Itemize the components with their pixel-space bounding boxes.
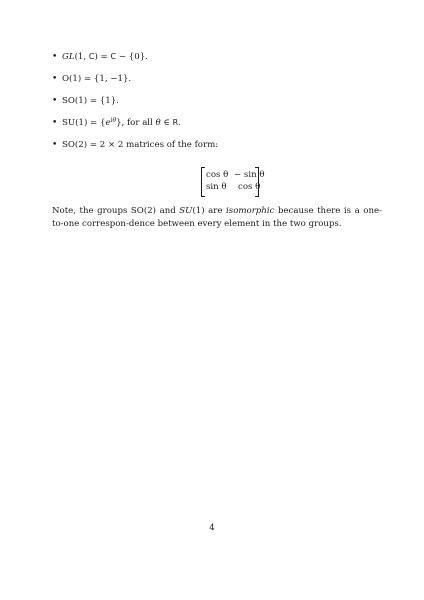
group-definitions-list (52, 46, 382, 156)
list-item-so1: • SO(1) = {1}. (52, 90, 382, 112)
list-item-so2: • SO(2) = 2 × 2 matrices of the form: (52, 134, 382, 156)
matrix-right-bracket (255, 167, 259, 197)
matrix-cell-r2c2: cos θ (238, 182, 261, 192)
list-item-su1: • $SU(1) = \{e^{i\theta}\}$, for all θ ∈ R. (52, 112, 382, 134)
matrix-cell-r1c1: cos θ (206, 170, 229, 180)
matrix-cell-r1c2: − sin θ (234, 170, 265, 180)
page-number: 4 (209, 523, 215, 533)
isomorphism-note: Note, the groups SO(2) and SU(1) are isomorphic because there is a one-to-one correspon-dence between every element in the two groups. (52, 206, 382, 229)
matrix-left-bracket (201, 167, 205, 197)
rotation-matrix (201, 167, 265, 197)
list-item-o1: • O(1) = {1, −1}. (52, 68, 382, 90)
list-item-gl1: • GL(1, C) = C − {0}. (52, 46, 382, 68)
matrix-cell-r2c1: sin θ (206, 182, 227, 192)
